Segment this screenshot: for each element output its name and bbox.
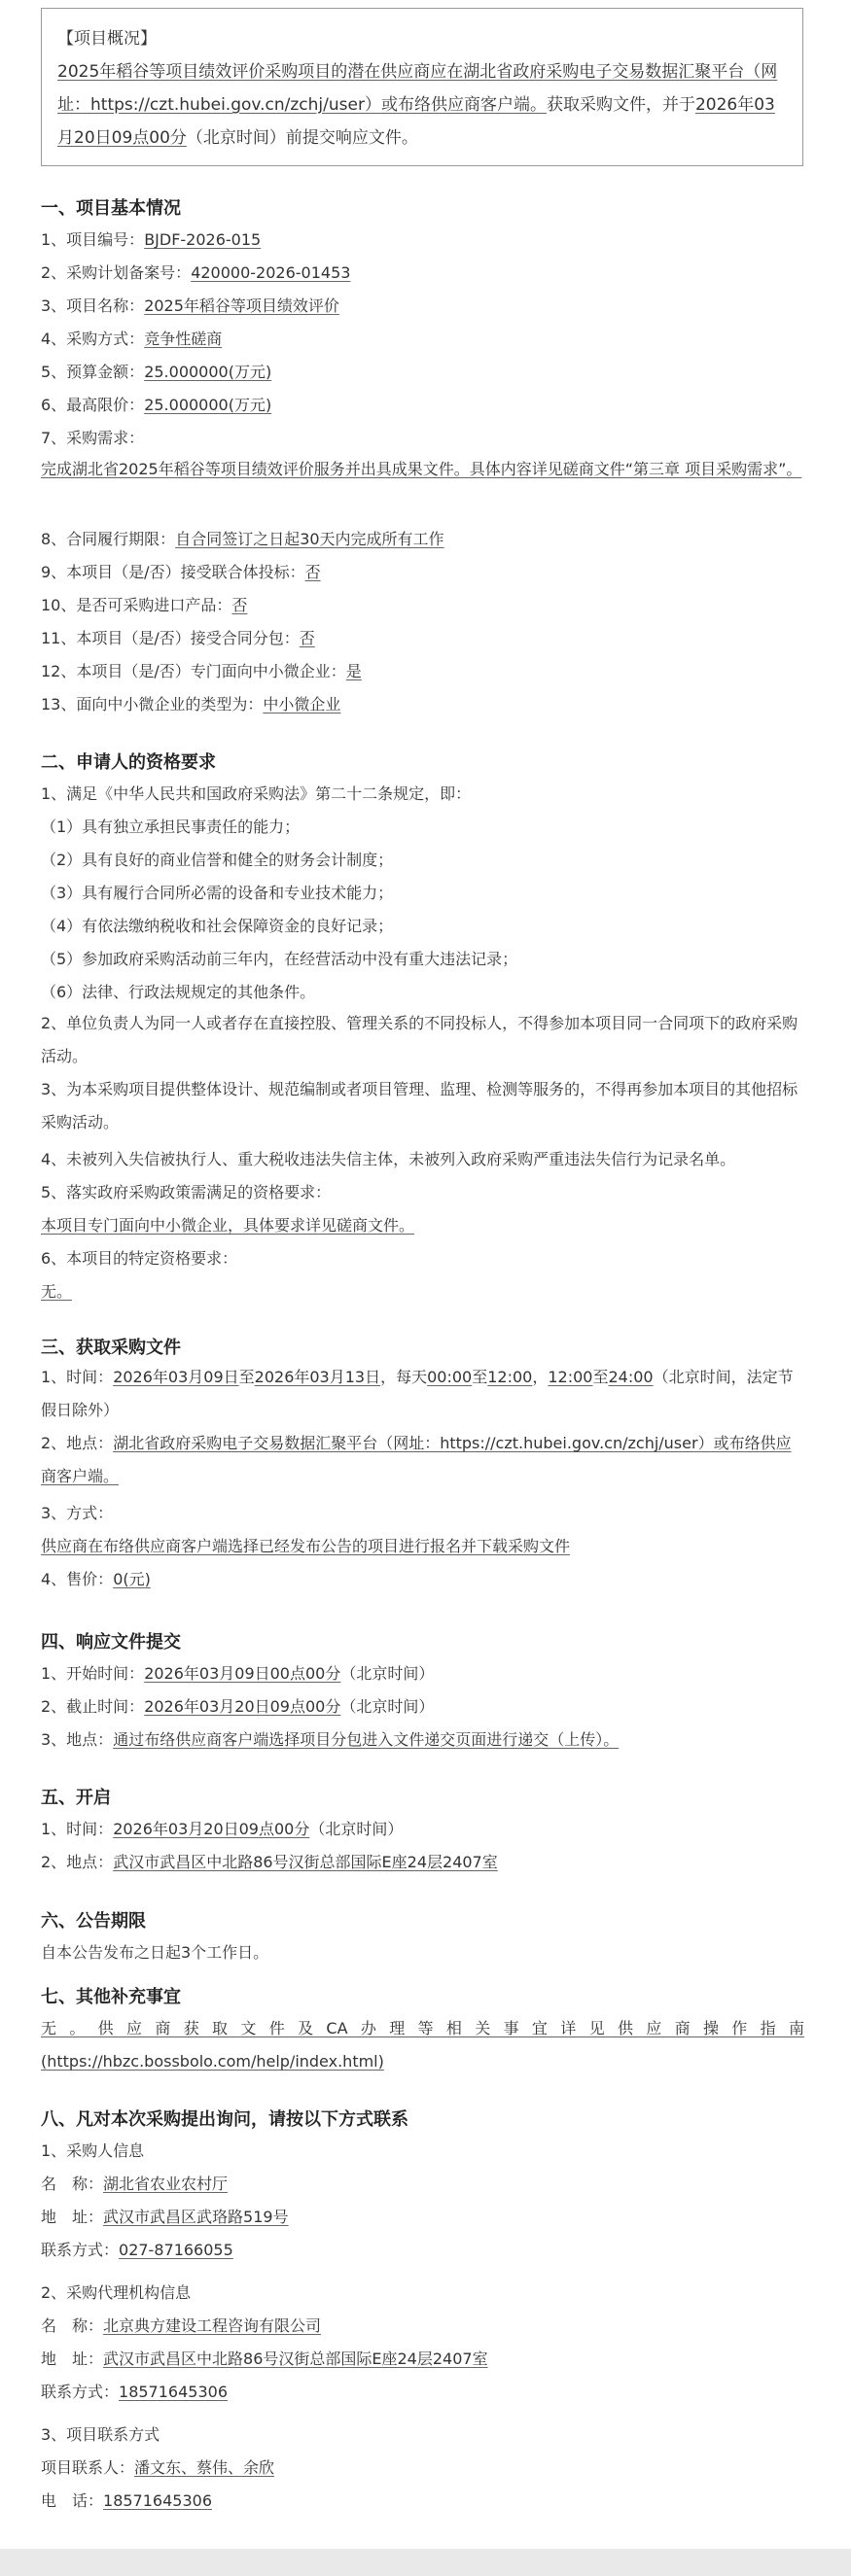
info-budget: 5、预算金额：25.000000(万元) [41,363,272,381]
section-title: 八、凡对本次采购提出询问，请按以下方式联系 [41,2109,408,2130]
info-subcontract: 11、本项目（是/否）接受合同分包：否 [41,629,315,647]
project-contact-person: 项目联系人：潘文东、蔡伟、余欣 [41,2458,275,2477]
section-opening [41,1784,809,1871]
info-contract-period: 8、合同履行期限：自合同签订之日起30天内完成所有工作 [41,530,444,548]
info-project-name: 3、项目名称：2025年稻谷等项目绩效评价 [41,296,339,315]
info-imports: 10、是否可采购进口产品：否 [41,596,248,614]
qualification-sub-item: （4）有依法缴纳税收和社会保障资金的良好记录； [41,917,394,935]
section-title: 六、公告期限 [41,1911,146,1932]
info-plan-number: 2、采购计划备案号：420000-2026-01453 [41,263,351,282]
qualification-item: 6、本项目的特定资格要求： [41,1249,238,1268]
purchaser-title: 1、采购人信息 [41,2141,145,2160]
get-docs-place-link[interactable]: 湖北省政府采购电子交易数据汇聚平台（网址：https://czt.hubei.gov.cn/zchj/user）或布络供应商客户端。 [41,1434,792,1485]
overview-project-link[interactable]: 2025年稻谷等项目绩效评价采购项目的潜在供应商应在湖北省政府采购电子交易数据汇聚平台（网址：https://czt.hubei.gov.cn/zchj/user）或布络供应商客户端。 [57,62,778,115]
operation-guide-link[interactable]: (https://hbzc.bossbolo.com/help/index.html) [41,2052,384,2071]
footer-bar [0,2549,851,2576]
info-project-number: 1、项目编号：BJDF-2026-015 [41,230,262,249]
project-contact-phone: 电 话：18571645306 [41,2491,212,2510]
section-get-documents [41,1334,809,1588]
agency-address: 地 址：武汉市武昌区中北路86号汉街总部国际E座24层2407室 [41,2350,488,2368]
info-procurement-method: 4、采购方式：竞争性磋商 [41,330,223,348]
agency-title: 2、采购代理机构信息 [41,2283,192,2302]
qualification-item: 2、单位负责人为同一人或者存在直接控股、管理关系的不同投标人，不得参加本项目同一合同项下的政府采购活动。 [41,1014,798,1065]
section-basic-info [41,194,809,714]
overview-text-end: （北京时间）前提交响应文件。 [186,128,418,148]
info-demand-label: 7、采购需求： [41,429,145,447]
opening-place: 2、地点：武汉市武昌区中北路86号汉街总部国际E座24层2407室 [41,1853,498,1871]
section-contacts [41,2106,809,2510]
section-title: 七、其他补充事宜 [41,1987,181,2007]
opening-time: 1、时间：2026年03月20日09点00分（北京时间） [41,1820,404,1838]
section-qualifications [41,748,809,1301]
section-title: 三、获取采购文件 [41,1338,181,1358]
purchaser-address: 地 址：武汉市武昌区武珞路519号 [41,2208,289,2226]
qualification-item: 4、未被列入失信被执行人、重大税收违法失信主体，未被列入政府采购严重违法失信行为记录名单。 [41,1150,736,1168]
qualification-item: 3、为本采购项目提供整体设计、规范编制或者项目管理、监理、检测等服务的，不得再参加本项目的其他招标采购活动。 [41,1080,798,1131]
section-title: 一、项目基本情况 [41,198,181,219]
section-notice-period [41,1907,809,1962]
get-docs-time: 1、时间：2026年03月09日至2026年03月13日，每天00:00至12:00，12:00至24:00（北京时间，法定节假日除外） [41,1368,794,1419]
get-docs-price: 4、售价：0(元) [41,1570,151,1588]
qualification-sub-item: （2）具有良好的商业信誉和健全的财务会计制度； [41,851,394,869]
purchaser-name: 名 称：湖北省农业农村厅 [41,2175,229,2193]
qualification-sub-item: （6）法律、行政法规规定的其他条件。 [41,983,316,1001]
overview-deadline: 2026年03月20日09点00分 [57,95,775,148]
info-max-price: 6、最高限价：25.000000(万元) [41,396,272,414]
submission-start: 1、开始时间：2026年03月09日00点00分（北京时间） [41,1664,435,1683]
project-overview-box [41,8,803,166]
qualification-sub-item: （3）具有履行合同所必需的设备和专业技术能力； [41,884,394,902]
qualification-sub-item: （1）具有独立承担民事责任的能力； [41,818,301,836]
info-sme-type: 13、面向中小微企业的类型为：中小微企业 [41,695,341,714]
section-title: 二、申请人的资格要求 [41,752,216,773]
section-title: 五、开启 [41,1788,111,1808]
other-matters-text: 无。供应商获取文件及CA办理等相关事宜详见供应商操作指南 [41,2019,804,2037]
qualification-policy-value: 本项目专门面向中小微企业，具体要求详见磋商文件。 [41,1216,415,1235]
submission-end: 2、截止时间：2026年03月20日09点00分（北京时间） [41,1697,435,1716]
notice-period-text: 自本公告发布之日起3个工作日。 [41,1943,269,1962]
get-docs-method-label: 3、方式： [41,1504,114,1522]
purchaser-phone: 联系方式：027-87166055 [41,2241,233,2259]
overview-text-mid: 获取采购文件，并于 [546,95,695,115]
get-docs-method-value: 供应商在布络供应商客户端选择已经发布公告的项目进行报名并下载采购文件 [41,1537,571,1555]
qualification-special-value: 无。 [41,1282,73,1301]
qualification-item: 5、落实政府采购政策需满足的资格要求： [41,1183,332,1201]
section-title: 四、响应文件提交 [41,1632,181,1653]
get-docs-place: 2、地点：湖北省政府采购电子交易数据汇聚平台（网址：https://czt.hubei.gov.cn/zchj/user）或布络供应商客户端。 [41,1434,792,1485]
overview-label: 【项目概况】 [57,29,157,49]
project-contact-title: 3、项目联系方式 [41,2425,160,2444]
qualification-sub-item: （5）参加政府采购活动前三年内，在经营活动中没有重大违法记录； [41,950,518,968]
qualification-item: 1、满足《中华人民共和国政府采购法》第二十二条规定，即： [41,784,472,803]
agency-name: 名 称：北京典方建设工程咨询有限公司 [41,2316,322,2335]
info-sme-only: 12、本项目（是/否）专门面向中小微企业：是 [41,662,362,680]
info-demand-text: 完成湖北省2025年稻谷等项目绩效评价服务并出具成果文件。具体内容详见磋商文件“第三章 项目采购需求”。 [41,460,802,478]
agency-phone: 联系方式：18571645306 [41,2383,228,2401]
info-consortium: 9、本项目（是/否）接受联合体投标：否 [41,563,321,581]
section-submission [41,1628,809,1749]
section-other-matters [41,1983,809,2071]
submission-place: 3、地点：通过布络供应商客户端选择项目分包进入文件递交页面进行递交（上传）。 [41,1730,620,1749]
